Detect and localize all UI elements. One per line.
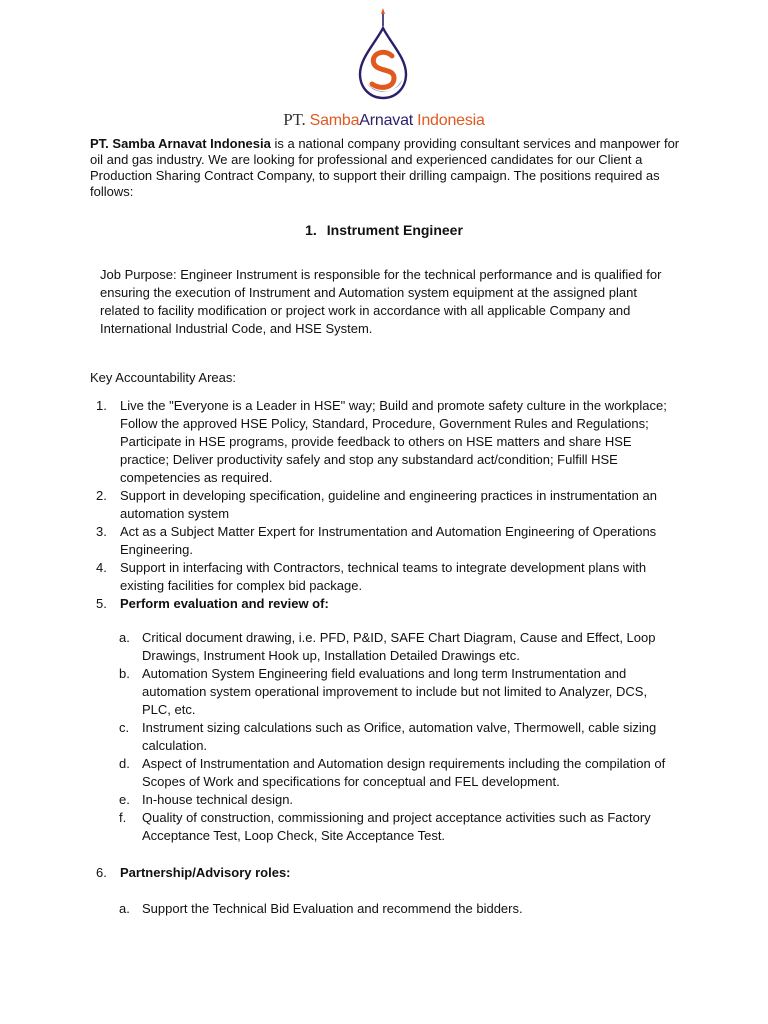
list-item bbox=[96, 523, 676, 559]
list-marker: b. bbox=[119, 666, 130, 681]
list-item-text: Perform evaluation and review of: bbox=[120, 596, 329, 611]
list-item bbox=[119, 809, 679, 845]
list-marker: 1. bbox=[96, 398, 107, 413]
logo-word-samba: Samba bbox=[309, 112, 360, 129]
list-item bbox=[119, 665, 679, 719]
list-item bbox=[96, 559, 676, 595]
list-marker: 4. bbox=[96, 560, 107, 575]
list-item-text: Critical document drawing, i.e. PFD, P&ID, SAFE Chart Diagram, Cause and Effect, Loop Drawings, Instrument Hook up, Installation Detailed Drawings etc. bbox=[142, 630, 656, 663]
position-number: 1. bbox=[305, 222, 317, 238]
list-item bbox=[96, 595, 676, 613]
company-name-logo bbox=[0, 110, 768, 130]
company-logo bbox=[0, 8, 768, 130]
list-marker: d. bbox=[119, 756, 130, 771]
list-marker: c. bbox=[119, 720, 130, 735]
position-title bbox=[0, 222, 768, 238]
list-item-text: Instrument sizing calculations such as Orifice, automation valve, Thermowell, cable sizing calculation. bbox=[142, 720, 657, 753]
list-marker: 3. bbox=[96, 524, 107, 539]
intro-paragraph bbox=[90, 136, 690, 200]
list-item bbox=[119, 719, 679, 755]
partnership-heading bbox=[96, 864, 676, 882]
intro-company-name: PT. Samba Arnavat Indonesia bbox=[90, 136, 271, 151]
evaluation-sublist bbox=[119, 629, 679, 845]
list-marker: a. bbox=[119, 901, 130, 916]
list-item-text: Support the Technical Bid Evaluation and recommend the bidders. bbox=[142, 901, 523, 916]
logo-prefix: PT. bbox=[283, 110, 306, 129]
list-item bbox=[96, 487, 676, 523]
list-item bbox=[96, 397, 676, 487]
partnership-title: Partnership/Advisory roles: bbox=[120, 865, 291, 880]
list-item-text: Quality of construction, commissioning and project acceptance activities such as Factory Acceptance Test, Loop Check, Site Acceptance Test. bbox=[142, 810, 651, 843]
kaa-heading: Key Accountability Areas: bbox=[90, 370, 236, 385]
list-marker: 6. bbox=[96, 865, 107, 880]
list-item-text: In-house technical design. bbox=[142, 792, 294, 807]
list-item-text: Aspect of Instrumentation and Automation design requirements including the compilation of Scopes of Work and specifications for conceptual and FEL development. bbox=[142, 756, 666, 789]
samba-drop-logo-icon bbox=[354, 8, 414, 100]
list-item-text: Automation System Engineering field evaluations and long term Instrumentation and automation system operational improvement to include but not limited to Analyzer, DCS, PLC, etc. bbox=[142, 666, 648, 717]
position-name: Instrument Engineer bbox=[326, 222, 463, 238]
partnership-item bbox=[119, 900, 679, 918]
list-item bbox=[119, 791, 679, 809]
list-marker: f. bbox=[119, 810, 127, 825]
intro-text: is a national company providing consultant services and manpower for oil and gas industry. We are looking for professional and experienced candidates for our Client a Production Sharing Contract Company, to support their drilling campaign. The positions required as follows: bbox=[90, 136, 680, 199]
list-marker: 5. bbox=[96, 596, 107, 611]
job-purpose: Job Purpose: Engineer Instrument is responsible for the technical performance and is qualified for ensuring the execution of Instrument and Automation system equipment at the assigned plant related to facility modification or project work in accordance with all applicable Company and International Industrial Code, and HSE System. bbox=[100, 267, 662, 336]
logo-word-indonesia: Indonesia bbox=[417, 112, 485, 129]
list-marker: e. bbox=[119, 792, 130, 807]
list-item bbox=[119, 755, 679, 791]
list-marker: a. bbox=[119, 630, 130, 645]
logo-word-arnavat: Arnavat bbox=[359, 112, 414, 129]
list-item-text: Support in developing specification, guideline and engineering practices in instrumentation an automation system bbox=[120, 488, 657, 521]
list-item bbox=[119, 629, 679, 665]
list-item-text: Support in interfacing with Contractors, technical teams to integrate development plans with existing facilities for complex bid package. bbox=[120, 560, 647, 593]
list-item-text: Act as a Subject Matter Expert for Instrumentation and Automation Engineering of Operations Engineering. bbox=[120, 524, 657, 557]
list-marker: 2. bbox=[96, 488, 107, 503]
accountability-list bbox=[96, 397, 676, 613]
list-item-text: Live the "Everyone is a Leader in HSE" way; Build and promote safety culture in the workplace; Follow the approved HSE Policy, Standard, Procedure, Government Rules and Regulations; Participate in HSE programs, provide feedback to others on HSE matters and share HSE practice; Deliver productivity safely and stop any substandard act/condition; Fulfill HSE competencies as required. bbox=[120, 398, 667, 485]
